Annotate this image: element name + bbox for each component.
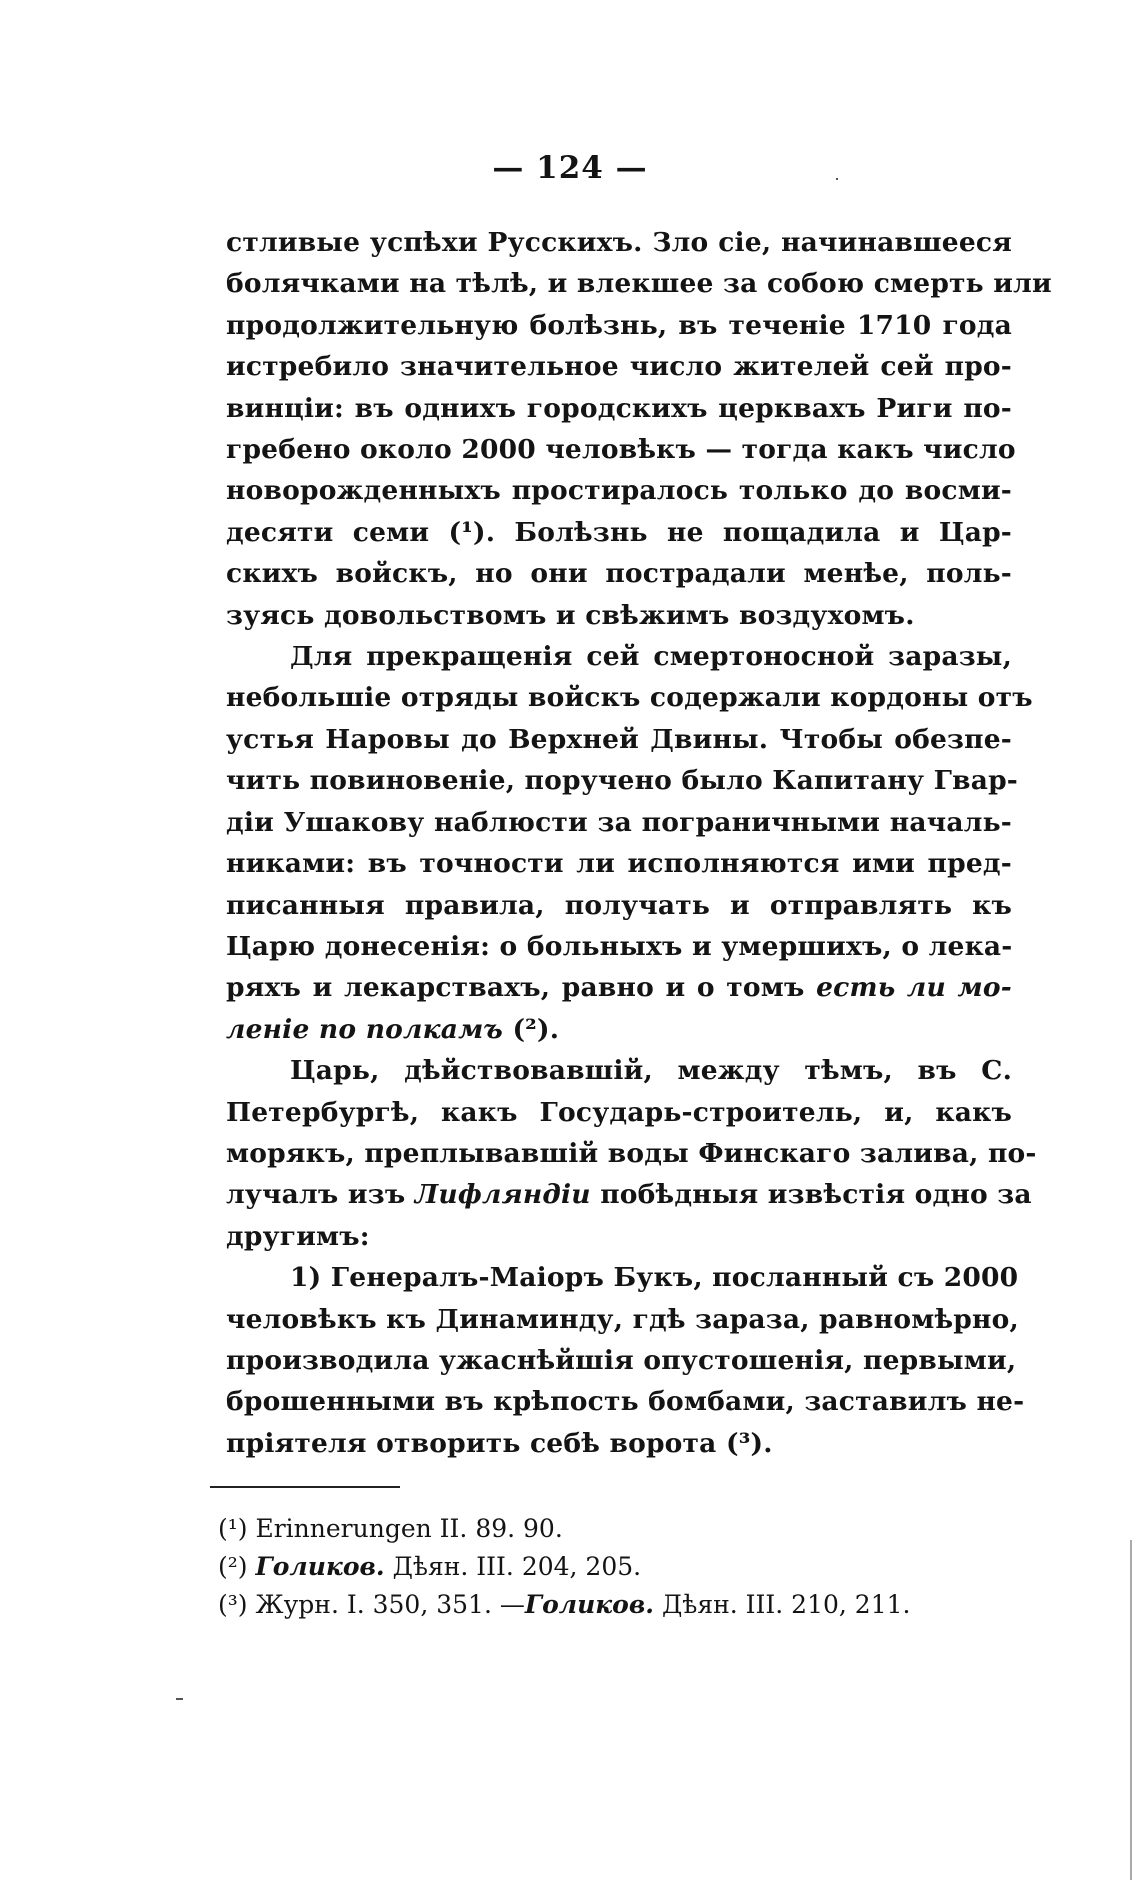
text-line: Царю донесенія: о больныхъ и умершихъ, о лека-	[226, 930, 1013, 962]
footnotes	[218, 1510, 998, 1624]
text-line: производила ужаснѣйшія опустошенія, первыми,	[226, 1344, 1017, 1376]
text-line: другимъ:	[226, 1220, 370, 1252]
text-line: устья Наровы до Верхней Двины. Чтобы обезпе-	[226, 723, 1012, 755]
footnote-mark: (²)	[218, 1552, 248, 1581]
footnote-1	[218, 1510, 998, 1548]
footnote-text: Erinnerungen II. 89. 90.	[255, 1514, 563, 1543]
text-line: чить повиновеніе, поручено было Капитану Гвар-	[226, 765, 1018, 797]
page-number: — 124 —	[492, 150, 648, 186]
footnote-divider	[210, 1486, 400, 1488]
text-segment: побѣдныя извѣстія одно за	[600, 1179, 1032, 1211]
text-line: болячками на тѣлѣ, и влекшее за собою смерть или	[226, 268, 1052, 300]
text-line: новорожденныхъ простиралось только до восми-	[226, 475, 1012, 507]
footnote-author: Голиков.	[524, 1590, 654, 1619]
text-line: пріятеля отворить себѣ ворота (³).	[226, 1427, 773, 1459]
text-line: человѣкъ къ Динаминду, гдѣ зараза, равномѣрно,	[226, 1303, 1019, 1335]
footnote-text: Журн. I. 350, 351. —	[255, 1590, 525, 1619]
footnote-3	[218, 1586, 998, 1624]
text-segment: (²).	[512, 1013, 560, 1045]
text-segment: лучалъ изъ	[226, 1179, 406, 1211]
footnote-2	[218, 1548, 998, 1586]
text-line: истребило значительное число жителей сей про-	[226, 351, 1012, 383]
text-line: діи Ушакову наблюсти за пограничными началь-	[226, 806, 1012, 838]
text-line: никами: въ точности ли исполняются ими пред-	[226, 848, 1012, 880]
text-line: стливые успѣхи Русскихъ. Зло сіе, начинавшееся	[226, 227, 1012, 258]
text-line: скихъ войскъ, но они пострадали менѣе, поль-	[226, 558, 1012, 590]
main-text	[226, 222, 1052, 1464]
scan-speck	[176, 1698, 183, 1700]
text-line: гребено около 2000 человѣкъ — тогда какъ число	[226, 434, 1016, 466]
text-line-mixed	[226, 1174, 1032, 1215]
footnote-text: Дѣян. III. 210, 211.	[661, 1590, 911, 1619]
italic-word: Лифляндіи	[414, 1179, 591, 1211]
text-line: продолжительную болѣзнь, въ теченіе 1710 года	[226, 309, 1012, 341]
text-line: 1) Генералъ-Маіоръ Букъ, посланный съ 2000	[290, 1262, 1019, 1294]
scan-speck	[1130, 1540, 1132, 1880]
text-line: морякъ, преплывавшій воды Финскаго залива, по-	[226, 1137, 1037, 1169]
text-line: Для прекращенія сей смертоносной заразы,	[290, 641, 1012, 673]
text-line: десяти семи (¹). Болѣзнь не пощадила и Цар-	[226, 516, 1012, 548]
footnote-mark: (³)	[218, 1590, 248, 1619]
italic-phrase: есть ли мо-	[816, 972, 1012, 1004]
footnote-text: Дѣян. III. 204, 205.	[392, 1552, 642, 1581]
footnote-author: Голиков.	[255, 1552, 385, 1581]
text-line: Петербургѣ, какъ Государь-строитель, и, какъ	[226, 1096, 1012, 1128]
text-line: зуясь довольствомъ и свѣжимъ воздухомъ.	[226, 599, 915, 631]
italic-phrase: леніе по полкамъ	[226, 1013, 503, 1045]
text-line-mixed	[226, 967, 1012, 1008]
text-line-mixed	[226, 1009, 1012, 1050]
text-segment: ряхъ и лекарствахъ, равно и о томъ	[226, 972, 805, 1004]
text-line: небольшіе отряды войскъ содержали кордоны отъ	[226, 682, 1033, 714]
footnote-mark: (¹)	[218, 1514, 248, 1543]
text-line: Царь, дѣйствовавшій, между тѣмъ, въ С.	[290, 1055, 1012, 1087]
text-line: писанныя правила, получать и отправлять къ	[226, 889, 1012, 921]
text-line: брошенными въ крѣпость бомбами, заставилъ не-	[226, 1386, 1025, 1418]
text-line: винціи: въ однихъ городскихъ церквахъ Риги по-	[226, 392, 1012, 424]
scan-speck	[836, 178, 838, 180]
